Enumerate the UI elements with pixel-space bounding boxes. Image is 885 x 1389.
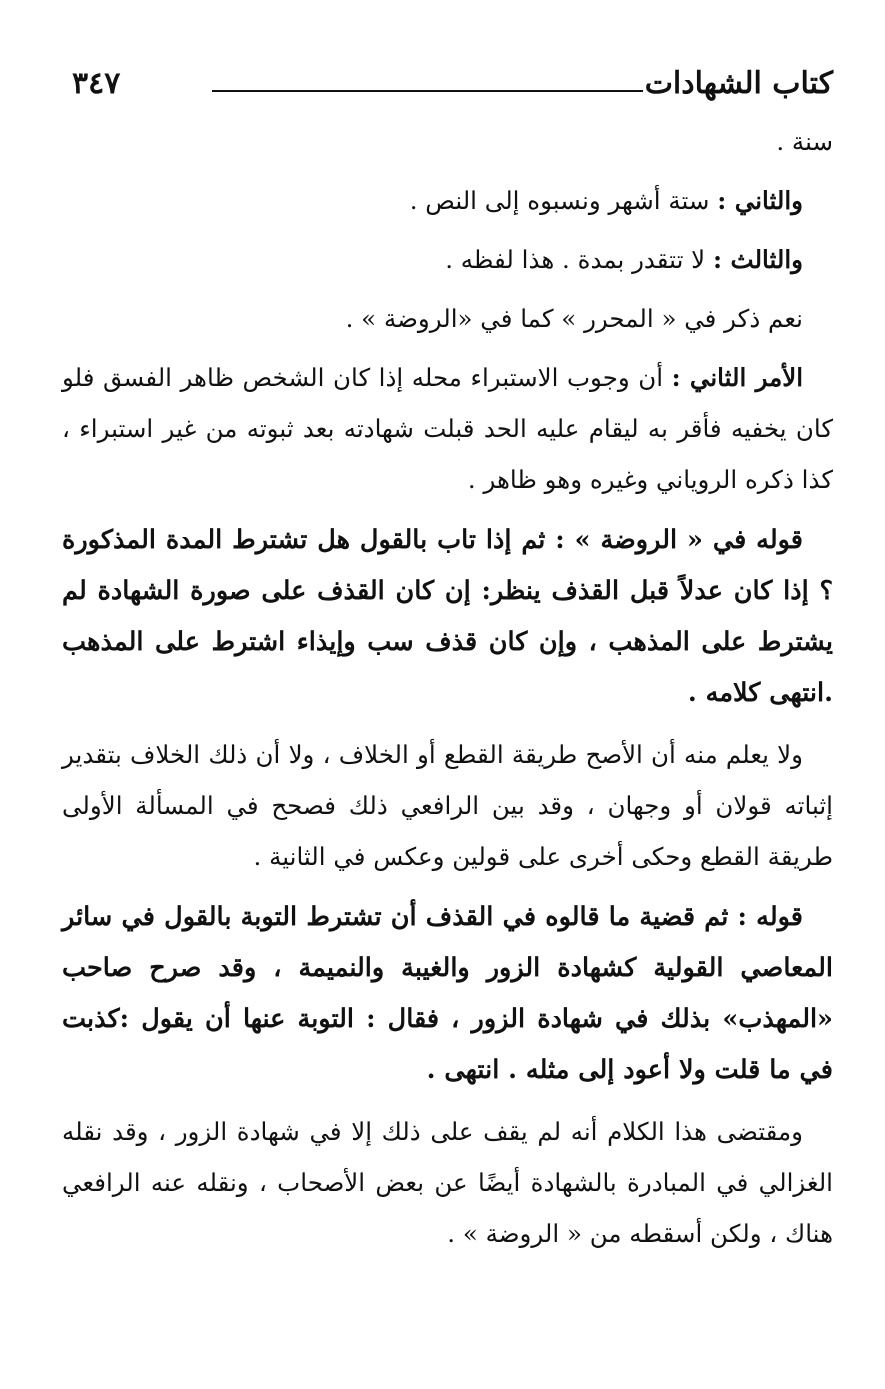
paragraph-5-lead: الأمر الثاني : bbox=[671, 363, 803, 392]
paragraph-8-text: قوله : ثم قضية ما قالوه في القذف أن تشترط التوبة بالقول في سائر المعاصي القولية كشهادة الزور والغيبة والنميمة ، وقد صرح صاحب «المهذب» بذلك في شهادة الزور ، فقال : التوبة عنها أن يقول :كذبت في ما قلت ولا أعود إلى مثله . انتهى . bbox=[62, 902, 833, 1085]
paragraph-7-text: ولا يعلم منه أن الأصح طريقة القطع أو الخلاف ، ولا أن ذلك الخلاف بتقدير إثباته قولان أو وجهان ، وقد بين الرافعي ذلك فصحح في المسألة الأولى طريقة القطع وحكى أخرى على قولين وعكس في الثانية . bbox=[62, 740, 833, 871]
paragraph-2 bbox=[62, 175, 833, 226]
paragraph-1 bbox=[62, 116, 833, 167]
paragraph-5 bbox=[62, 352, 833, 505]
page-body bbox=[62, 116, 833, 1259]
paragraph-2-text: ستة أشهر ونسبوه إلى النص . bbox=[409, 186, 718, 215]
paragraph-9 bbox=[62, 1106, 833, 1259]
running-header bbox=[62, 60, 833, 116]
paragraph-9-text: ومقتضى هذا الكلام أنه لم يقف على ذلك إلا في شهادة الزور ، وقد نقله الغزالي في المبادرة بالشهادة أيضًا عن بعض الأصحاب ، ونقله عنه الرافعي هناك ، ولكن أسقطه من « الروضة » . bbox=[62, 1117, 833, 1248]
paragraph-3-text: لا تتقدر بمدة . هذا لفظه . bbox=[445, 245, 713, 274]
paragraph-3 bbox=[62, 234, 833, 285]
page-number: ٣٤٧ bbox=[72, 66, 121, 101]
chapter-title: كتاب الشهادات bbox=[644, 66, 833, 101]
header-rule bbox=[212, 90, 643, 92]
paragraph-2-lead: والثاني : bbox=[717, 186, 803, 215]
paragraph-5-text: أن وجوب الاستبراء محله إذا كان الشخص ظاهر الفسق فلو كان يخفيه فأقر به ليقام عليه الحد قبلت شهادته بعد ثبوته من غير استبراء ، كذا ذكره الروياني وغيره وهو ظاهر . bbox=[62, 363, 833, 494]
paragraph-8 bbox=[62, 892, 833, 1096]
paragraph-6 bbox=[62, 515, 833, 719]
paragraph-7 bbox=[62, 729, 833, 882]
paragraph-4 bbox=[62, 293, 833, 344]
paragraph-3-lead: والثالث : bbox=[712, 245, 803, 274]
paragraph-6-text: قوله في « الروضة » : ثم إذا تاب بالقول هل تشترط المدة المذكورة ؟ إذا كان عدلاً قبل القذف ينظر: إن كان القذف على صورة الشهادة لم يشترط على المذهب ، وإن كان قذف سب وإيذاء اشترط على المذهب .انتهى كلامه . bbox=[62, 525, 833, 708]
paragraph-4-text: نعم ذكر في « المحرر » كما في «الروضة » . bbox=[345, 304, 803, 333]
book-page bbox=[62, 60, 833, 1269]
paragraph-1-text: سنة . bbox=[776, 127, 833, 156]
